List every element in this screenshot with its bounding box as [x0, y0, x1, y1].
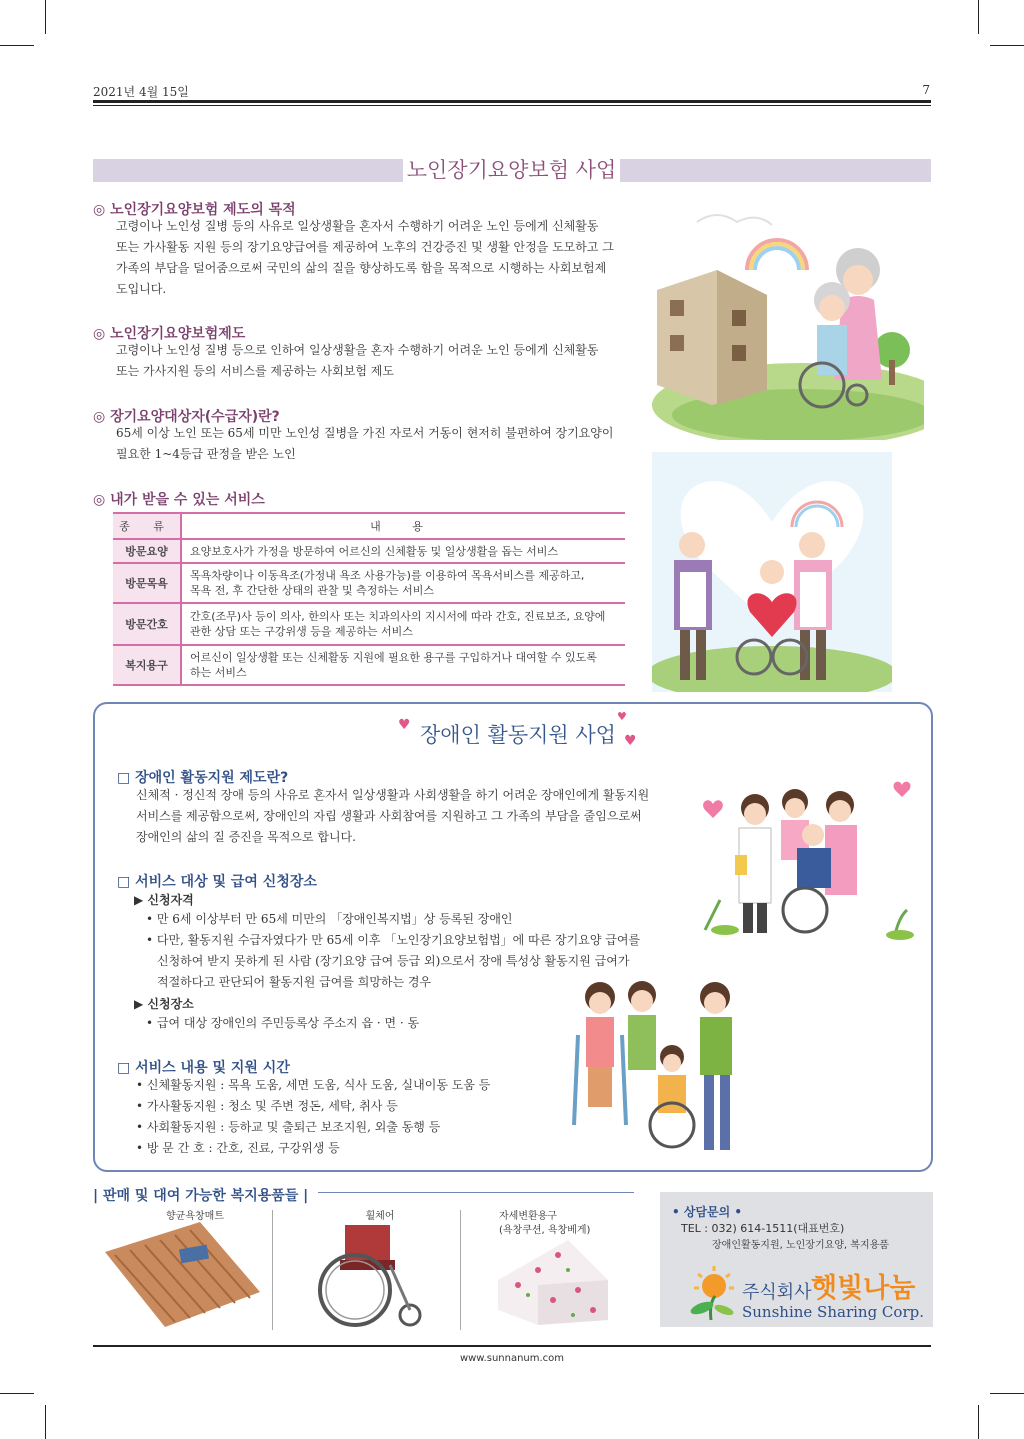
- block-heading: ◎ 노인장기요양보험 제도의 목적: [93, 202, 296, 218]
- contact-tel: TEL : 032) 614-1511(대표번호): [681, 1222, 845, 1235]
- eligibility-list: • 만 6세 이상부터 만 65세 미만의 「장애인복지법」상 등록된 장애인 • 다만, 활동지원 수급자였다가 만 65세 이후 「노인장기요양보험법」에 따른 장기요양 급여를 신청하여 받지 못하게 된 사람 (장기요양 급여 등급 외)으로서 장애 특성상 활동지원 급여가 적절하다고 판단되어 활동지원 급여를 희망하는 경우: [146, 912, 641, 989]
- block-heading: ◎ 노인장기요양보험제도: [93, 326, 246, 342]
- website-url: www.sunnanum.com: [459, 1353, 565, 1364]
- sub-heading: ▶ 신청자격: [134, 893, 194, 907]
- question-heading: □ 서비스 내용 및 지원 시간: [117, 1060, 290, 1076]
- block-text: 고령이나 노인성 질병 등의 사유로 일상생활을 혼자서 수행하기 어려운 노인 등에게 신체활동 또는 가사활동 지원 등의 장기요양급여를 제공하여 노후의 건강증진 및 생활 안정을 도모하고 그 가족의 부담을 덜어줌으로써 국민의 삶의 질을 향상하도록 함을 목적으로 시행하는 사회보험제 도입니다.: [116, 219, 614, 296]
- table-row: 방문간호 간호(조무)사 등이 의사, 한의사 또는 치과의사의 지시서에 따라 간호, 진료보조, 요양에 관한 상담 또는 구강위생 등을 제공하는 서비스: [113, 603, 625, 645]
- block-text: 고령이나 노인성 질병 등으로 인하여 일상생활을 혼자 수행하기 어려운 노인 등에게 신체활동 또는 가사지원 등의 서비스를 제공하는 사회보험 제도: [116, 343, 599, 378]
- crop-mark: [0, 45, 34, 46]
- crop-mark: [45, 1405, 46, 1439]
- nurses-wheelchair-illustration: [695, 780, 920, 945]
- pressure-mattress-image: [105, 1222, 265, 1330]
- question-text: 신체적 · 정신적 장애 등의 사유로 혼자서 일상생활과 사회생활을 하기 어려운 장애인에게 활동지원 서비스를 제공함으로써, 장애인의 자립 생활과 사회참여를 지원하고 그 가족의 부담을 줄임으로써 장애인의 삶의 질 증진을 목적으로 합니다.: [136, 788, 650, 844]
- section-title: 노인장기요양보험 사업: [403, 154, 620, 186]
- section-title: 장애인 활동지원 사업: [420, 723, 616, 747]
- contact-title: • 상담문의 •: [672, 1205, 743, 1219]
- sunshine-logo-icon: [684, 1264, 738, 1322]
- heart-icon: ♥: [617, 710, 627, 723]
- table-row: 방문목욕 목욕차량이나 이동욕조(가정내 욕조 사용가능)를 이용하여 목욕서비스를 제공하고, 목욕 전, 후 간단한 상태의 관찰 및 측정하는 서비스: [113, 563, 625, 603]
- heart-icon: ♥: [624, 733, 637, 749]
- wheelchair-image: [300, 1215, 450, 1333]
- block-heading: ◎ 장기요양대상자(수급자)란?: [93, 409, 280, 425]
- question-heading: □ 서비스 대상 및 급여 신청장소: [117, 874, 317, 890]
- services-table: [113, 512, 625, 686]
- issue-date: 2021년 4월 15일: [93, 85, 189, 99]
- product-divider: [460, 1210, 461, 1330]
- crop-mark: [978, 1405, 979, 1439]
- helpers-wheelchair-illustration: [570, 975, 750, 1160]
- block-heading: ◎ 내가 받을 수 있는 서비스: [93, 492, 265, 508]
- page-number: 7: [922, 83, 930, 97]
- positioning-cushion-image: [498, 1240, 613, 1330]
- question-heading: □ 장애인 활동지원 제도란?: [117, 770, 289, 786]
- sub-heading: ▶ 신청장소: [134, 997, 194, 1011]
- product-label: 휠체어: [365, 1211, 395, 1222]
- table-row: 복지용구 어르신이 일상생활 또는 신체활동 지원에 필요한 용구를 구입하거나 대여할 수 있도록 하는 서비스: [113, 645, 625, 685]
- product-divider: [272, 1210, 273, 1330]
- table-header: 종 류: [113, 513, 181, 539]
- product-label: 자세변환용구 (욕창쿠션, 욕창베게): [499, 1211, 591, 1236]
- crop-mark: [990, 1393, 1024, 1394]
- table-row: 방문요양 요양보호사가 가정을 방문하여 어르신의 신체활동 및 일상생활을 돕는 서비스: [113, 539, 625, 563]
- product-label: 향균욕창매트: [166, 1211, 224, 1222]
- header-rule: [93, 105, 931, 106]
- company-prefix: 주식회사: [742, 1282, 812, 1303]
- contact-services: 장애인활동지원, 노인장기요양, 복지용품: [712, 1240, 889, 1251]
- footer-rule: [93, 1345, 931, 1347]
- header-rule: [93, 100, 931, 103]
- heart-icon: ♥: [398, 717, 411, 733]
- block-text: 65세 이상 노인 또는 65세 미만 노인성 질병을 가진 자로서 거동이 현저히 불편하여 장기요양이 필요한 1~4등급 판정을 받은 노인: [116, 426, 614, 461]
- crop-mark: [45, 0, 46, 34]
- elderly-couple-illustration: [652, 200, 924, 440]
- crop-mark: [0, 1393, 34, 1394]
- products-rule: [318, 1192, 634, 1193]
- company-name: 햇빛나눔: [811, 1273, 916, 1304]
- crop-mark: [990, 45, 1024, 46]
- application-place: • 급여 대상 장애인의 주민등록상 주소지 읍 · 면 · 동: [146, 1016, 420, 1030]
- crop-mark: [978, 0, 979, 34]
- service-list: • 신체활동지원 : 목욕 도움, 세면 도움, 식사 도움, 실내이동 도움 등 • 가사활동지원 : 청소 및 주변 정돈, 세탁, 취사 등 • 사회활동지원 : 등하교 및 출퇴근 보조지원, 외출 동행 등 • 방 문 간 호 : 간호, 진료, 구강위생 등: [136, 1078, 491, 1155]
- table-header: 내 용: [181, 513, 625, 539]
- products-title: | 판매 및 대여 가능한 복지용품들 |: [93, 1188, 309, 1204]
- caregivers-heart-illustration: [652, 452, 892, 692]
- company-english-name: Sunshine Sharing Corp.: [742, 1303, 924, 1321]
